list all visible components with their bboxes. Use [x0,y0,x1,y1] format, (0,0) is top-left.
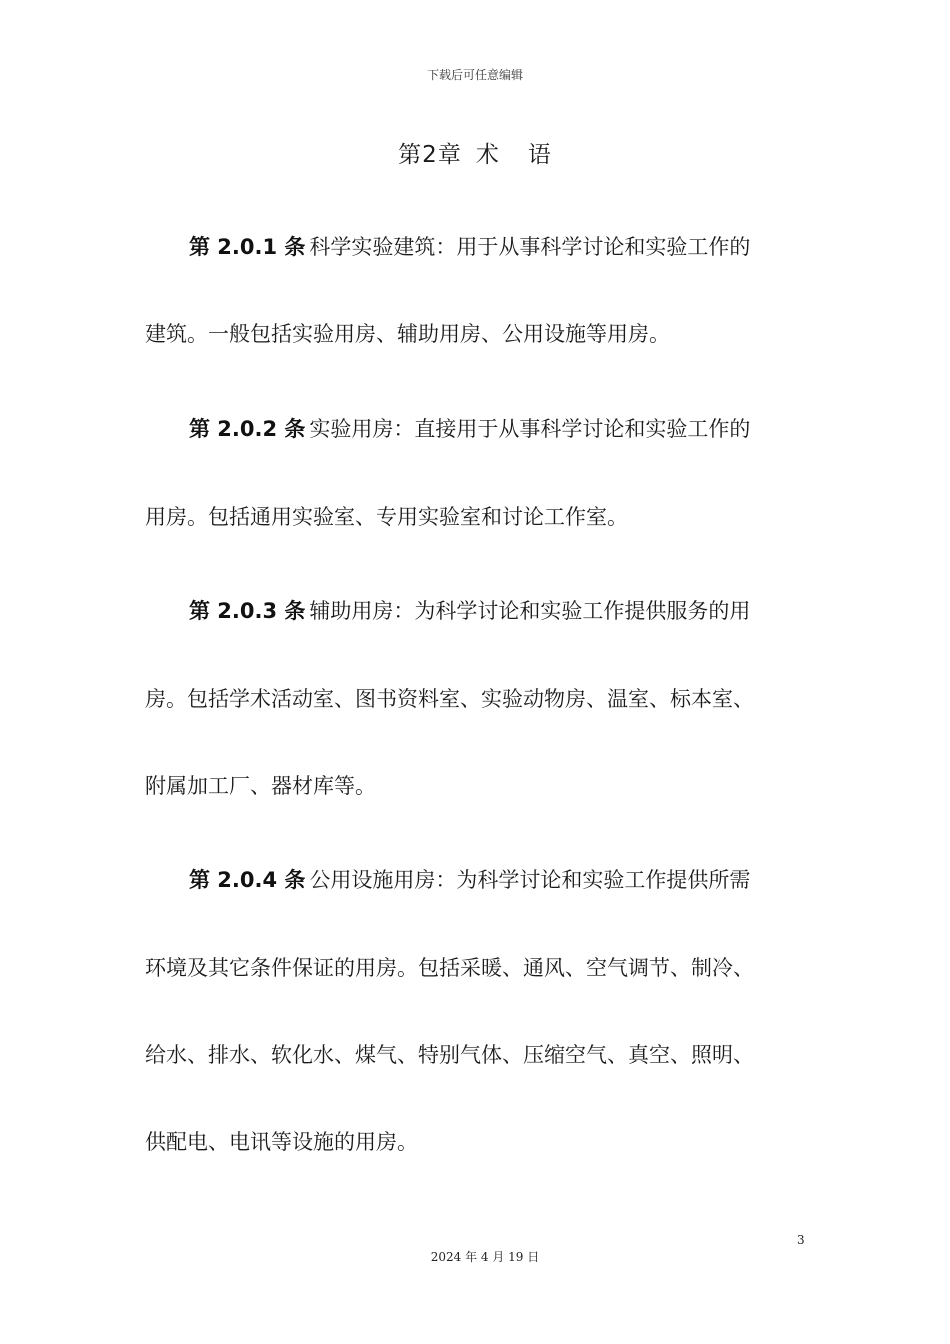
clause-2-0-4-first-line [189,866,750,894]
clause-text: 辅助用房：为科学讨论和实验工作提供服务的用 [309,599,751,623]
clause-2-0-3-line-3: 附属加工厂、器材库等。 [145,774,376,798]
page-number: 3 [797,1233,805,1247]
clause-2-0-4-line-4: 供配电、电讯等设施的用房。 [145,1130,418,1154]
chapter-title-char-2: 语 [527,142,552,168]
chapter-number: 2 [422,142,438,168]
chapter-prefix: 第 [398,142,423,168]
clause-2-0-4-line-3: 给水、排水、软化水、煤气、特别气体、压缩空气、真空、照明、 [145,1043,754,1067]
clause-text: 实验用房：直接用于从事科学讨论和实验工作的 [309,417,751,441]
clause-2-0-2-first-line [189,415,750,443]
header-note: 下载后可任意编辑 [426,68,523,82]
clause-text: 公用设施用房：为科学讨论和实验工作提供所需 [309,868,751,892]
footer-date: 2024 年 4 月 19 日 [430,1250,540,1264]
clause-2-0-2-line-2: 用房。包括通用实验室、专用实验室和讨论工作室。 [145,505,628,529]
clause-2-0-3-first-line [189,597,750,625]
chapter-word: 章 [437,142,462,168]
clause-2-0-4-line-2: 环境及其它条件保证的用房。包括采暖、通风、空气调节、制冷、 [145,956,754,980]
clause-number: 第 2.0.3 条 [189,599,306,623]
clause-number: 第 2.0.1 条 [189,235,306,259]
clause-number: 第 2.0.2 条 [189,417,306,441]
clause-2-0-1-line-2: 建筑。一般包括实验用房、辅助用房、公用设施等用房。 [145,322,670,346]
chapter-title [0,136,950,169]
clause-number: 第 2.0.4 条 [189,868,306,892]
clause-2-0-1-first-line [189,233,750,261]
chapter-title-char-1: 术 [475,142,500,168]
clause-2-0-3-line-2: 房。包括学术活动室、图书资料室、实验动物房、温室、标本室、 [145,687,754,711]
clause-text: 科学实验建筑：用于从事科学讨论和实验工作的 [309,235,751,259]
